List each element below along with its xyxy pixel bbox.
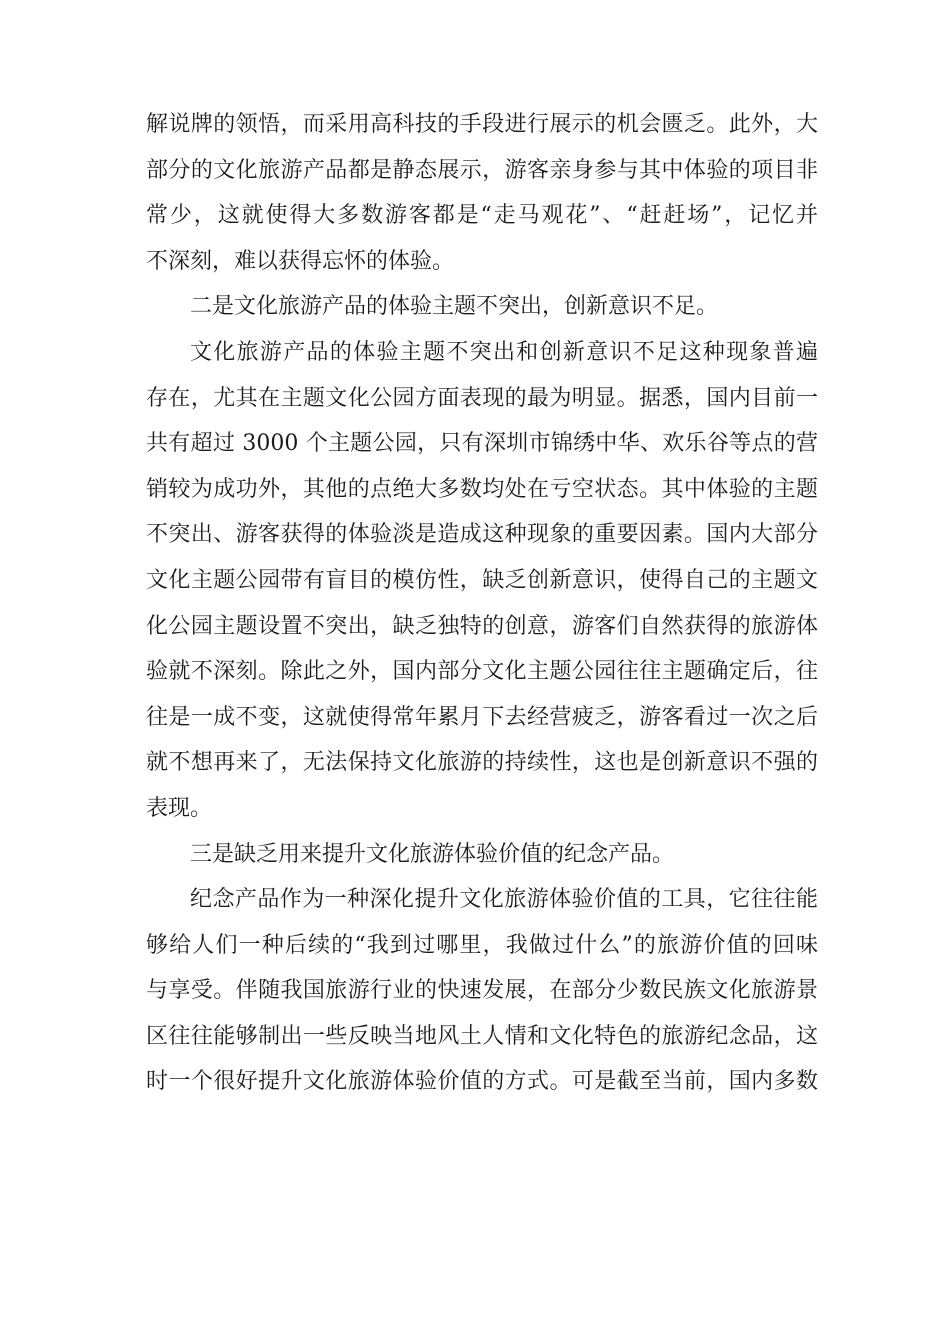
text-line: 纪念产品作为一种深化提升文化旅游体验价值的工具，它往往能 (190, 887, 818, 913)
text-line: 解说牌的领悟，而采用高科技的手段进行展示的机会匮乏。此外，大 (146, 112, 818, 137)
text-line: 销较为成功外，其他的点绝大多数均处在亏空状态。其中体验的主题 (146, 476, 818, 502)
text-line: 够给人们一种后续的“我到过哪里，我做过什么”的旅游价值的回味 (146, 932, 818, 958)
text-line: 二是文化旅游产品的体验主题不突出，创新意识不足。 (190, 294, 719, 320)
text-line: 验就不深刻。除此之外，国内部分文化主题公园往往主题确定后，往 (146, 659, 818, 685)
text-line: 化公园主题设置不突出，缺乏独特的创意，游客们自然获得的旅游体 (146, 613, 818, 639)
document-body (146, 102, 818, 1105)
text-line: 表现。 (146, 795, 213, 821)
text-line: 不深刻，难以获得忘怀的体验。 (146, 248, 455, 274)
text-line: 时一个很好提升文化旅游体验价值的方式。可是截至当前，国内多数 (146, 1069, 818, 1095)
text-line: 存在，尤其在主题文化公园方面表现的最为明显。据悉，国内目前一 (146, 385, 818, 411)
text-line: 与享受。伴随我国旅游行业的快速发展，在部分少数民族文化旅游景 (146, 978, 818, 1004)
text-line: 常少，这就使得大多数游客都是“走马观花”、“赶赶场”，记忆并 (146, 203, 818, 229)
text-line: 不突出、游客获得的体验淡是造成这种现象的重要因素。国内大部分 (146, 522, 818, 548)
text-line: 文化主题公园带有盲目的模仿性，缺乏创新意识，使得自己的主题文 (146, 567, 818, 593)
text-line: 就不想再来了，无法保持文化旅游的持续性，这也是创新意识不强的 (146, 750, 818, 776)
text-line: 三是缺乏用来提升文化旅游体验价值的纪念产品。 (190, 841, 675, 867)
text-line: 共有超过 3000 个主题公园，只有深圳市锦绣中华、欢乐谷等点的营 (146, 431, 818, 457)
text-line: 部分的文化旅游产品都是静态展示，游客亲身参与其中体验的项目非 (146, 157, 818, 183)
text-line: 往是一成不变，这就使得常年累月下去经营疲乏，游客看过一次之后 (146, 704, 818, 730)
text-line: 文化旅游产品的体验主题不突出和创新意识不足这种现象普遍 (190, 339, 818, 365)
text-line: 区往往能够制出一些反映当地风土人情和文化特色的旅游纪念品，这 (146, 1023, 818, 1049)
